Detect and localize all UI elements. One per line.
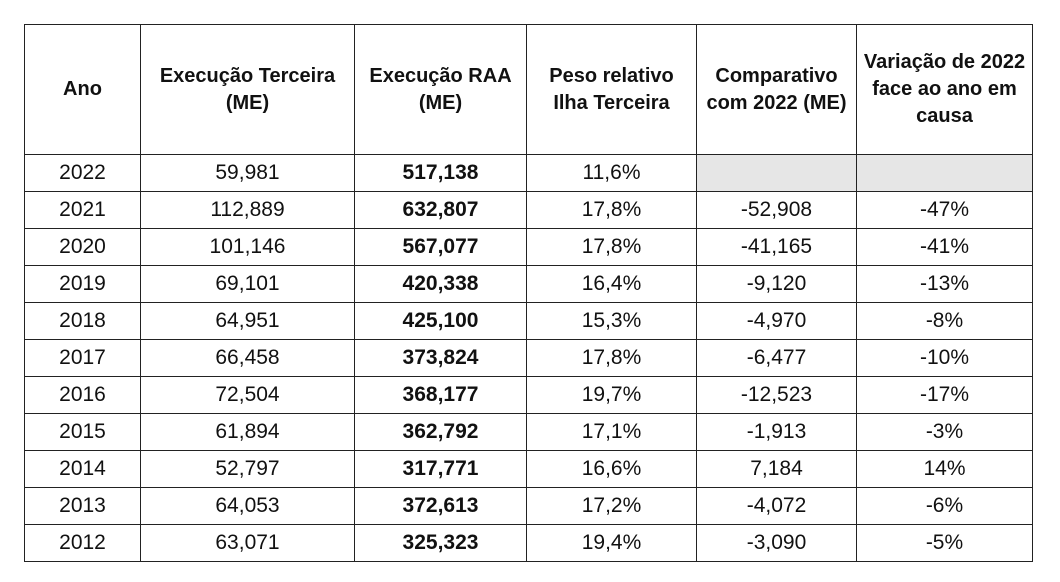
table-row <box>25 192 1033 229</box>
cell-peso: 15,3% <box>527 303 697 340</box>
cell-raa: 372,613 <box>355 488 527 525</box>
cell-terceira: 64,053 <box>141 488 355 525</box>
cell-raa: 425,100 <box>355 303 527 340</box>
cell-comparativo <box>697 155 857 192</box>
table-row <box>25 414 1033 451</box>
table-row <box>25 303 1033 340</box>
cell-comparativo: -4,970 <box>697 303 857 340</box>
cell-comparativo: -1,913 <box>697 414 857 451</box>
cell-variacao <box>857 155 1033 192</box>
header-execucao-raa: Execução RAA (ME) <box>355 25 527 155</box>
cell-ano: 2021 <box>25 192 141 229</box>
cell-terceira: 59,981 <box>141 155 355 192</box>
cell-variacao: -10% <box>857 340 1033 377</box>
table-row <box>25 340 1033 377</box>
header-variacao: Variação de 2022 face ao ano em causa <box>857 25 1033 155</box>
cell-peso: 19,7% <box>527 377 697 414</box>
cell-peso: 17,8% <box>527 192 697 229</box>
cell-ano: 2014 <box>25 451 141 488</box>
cell-variacao: -5% <box>857 525 1033 562</box>
table-row <box>25 377 1033 414</box>
cell-variacao: 14% <box>857 451 1033 488</box>
header-comparativo: Comparativo com 2022 (ME) <box>697 25 857 155</box>
cell-raa: 373,824 <box>355 340 527 377</box>
table-row <box>25 266 1033 303</box>
cell-terceira: 66,458 <box>141 340 355 377</box>
cell-variacao: -17% <box>857 377 1033 414</box>
cell-peso: 17,8% <box>527 340 697 377</box>
cell-raa: 317,771 <box>355 451 527 488</box>
cell-ano: 2019 <box>25 266 141 303</box>
table-row <box>25 155 1033 192</box>
cell-peso: 16,4% <box>527 266 697 303</box>
cell-terceira: 69,101 <box>141 266 355 303</box>
cell-variacao: -13% <box>857 266 1033 303</box>
cell-ano: 2018 <box>25 303 141 340</box>
cell-raa: 632,807 <box>355 192 527 229</box>
cell-peso: 17,8% <box>527 229 697 266</box>
execution-table <box>24 24 1033 562</box>
cell-raa: 567,077 <box>355 229 527 266</box>
cell-ano: 2016 <box>25 377 141 414</box>
cell-terceira: 52,797 <box>141 451 355 488</box>
cell-terceira: 101,146 <box>141 229 355 266</box>
table-row <box>25 229 1033 266</box>
cell-ano: 2013 <box>25 488 141 525</box>
cell-comparativo: -12,523 <box>697 377 857 414</box>
header-row <box>25 25 1033 155</box>
cell-terceira: 63,071 <box>141 525 355 562</box>
cell-peso: 17,1% <box>527 414 697 451</box>
cell-ano: 2022 <box>25 155 141 192</box>
cell-variacao: -6% <box>857 488 1033 525</box>
cell-ano: 2017 <box>25 340 141 377</box>
table-header <box>25 25 1033 155</box>
cell-ano: 2012 <box>25 525 141 562</box>
cell-variacao: -47% <box>857 192 1033 229</box>
cell-comparativo: -52,908 <box>697 192 857 229</box>
cell-comparativo: 7,184 <box>697 451 857 488</box>
cell-comparativo: -6,477 <box>697 340 857 377</box>
cell-comparativo: -4,072 <box>697 488 857 525</box>
cell-terceira: 72,504 <box>141 377 355 414</box>
header-peso-relativo: Peso relativo Ilha Terceira <box>527 25 697 155</box>
cell-raa: 362,792 <box>355 414 527 451</box>
cell-peso: 11,6% <box>527 155 697 192</box>
cell-raa: 517,138 <box>355 155 527 192</box>
table-row <box>25 451 1033 488</box>
cell-raa: 325,323 <box>355 525 527 562</box>
cell-raa: 420,338 <box>355 266 527 303</box>
cell-comparativo: -9,120 <box>697 266 857 303</box>
table-body <box>25 155 1033 562</box>
cell-peso: 19,4% <box>527 525 697 562</box>
cell-variacao: -41% <box>857 229 1033 266</box>
cell-ano: 2015 <box>25 414 141 451</box>
cell-terceira: 64,951 <box>141 303 355 340</box>
header-execucao-terceira: Execução Terceira (ME) <box>141 25 355 155</box>
cell-terceira: 61,894 <box>141 414 355 451</box>
table-row <box>25 488 1033 525</box>
table-row <box>25 525 1033 562</box>
cell-variacao: -3% <box>857 414 1033 451</box>
cell-peso: 17,2% <box>527 488 697 525</box>
cell-variacao: -8% <box>857 303 1033 340</box>
cell-terceira: 112,889 <box>141 192 355 229</box>
cell-raa: 368,177 <box>355 377 527 414</box>
header-ano: Ano <box>25 25 141 155</box>
cell-ano: 2020 <box>25 229 141 266</box>
cell-peso: 16,6% <box>527 451 697 488</box>
cell-comparativo: -41,165 <box>697 229 857 266</box>
cell-comparativo: -3,090 <box>697 525 857 562</box>
